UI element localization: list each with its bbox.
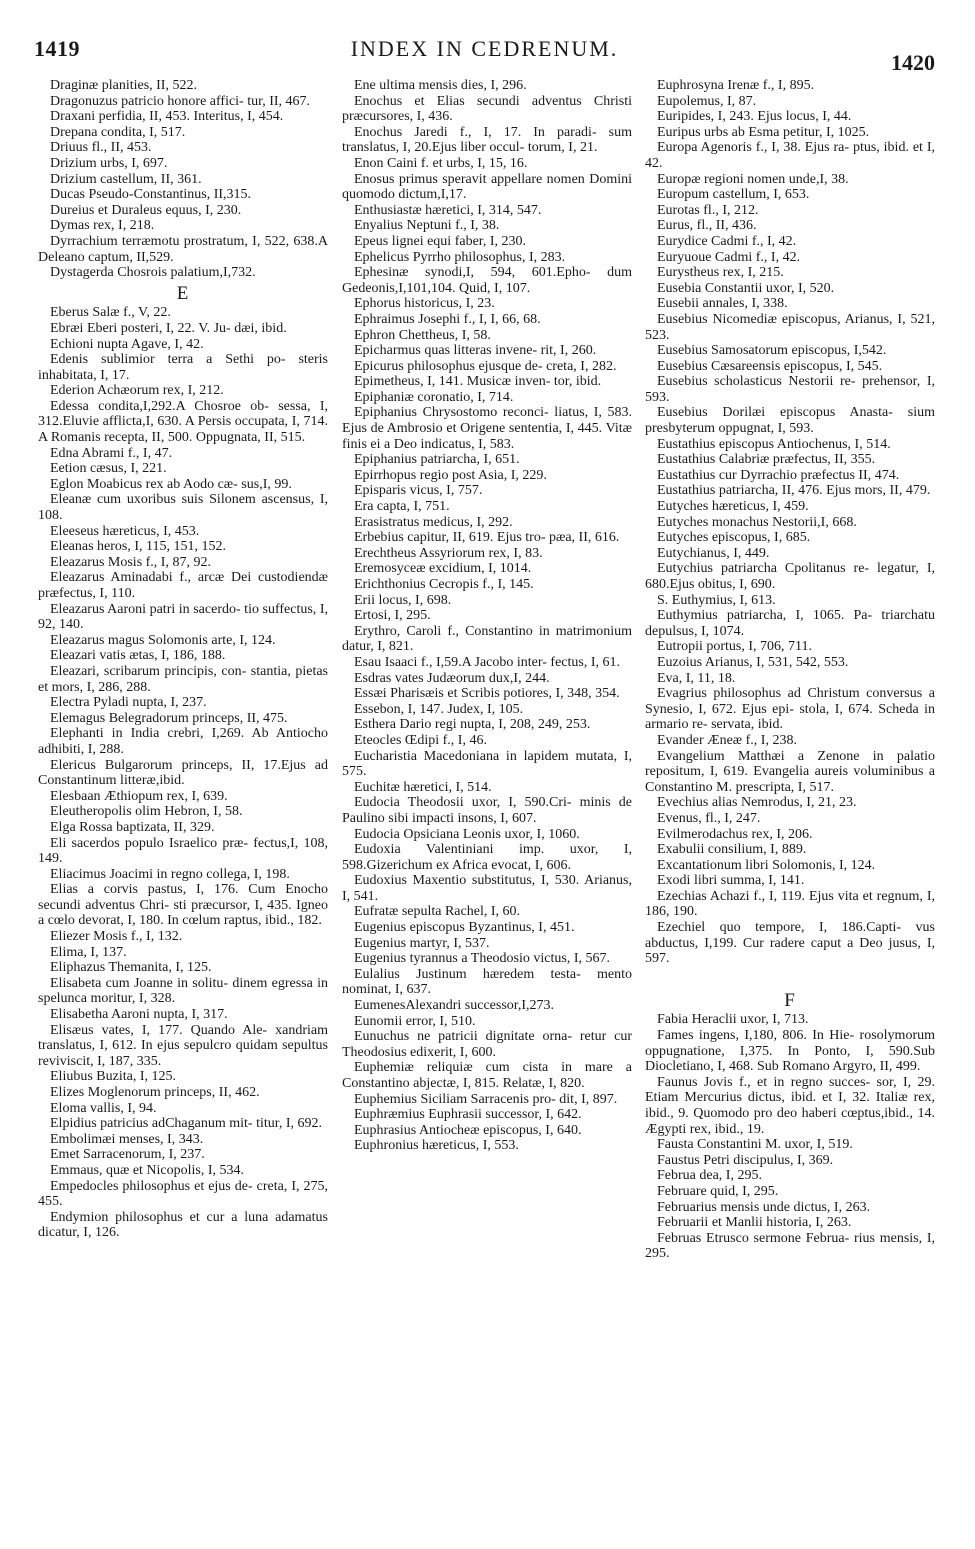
index-entry: Februarii et Manlii historia, I, 263. <box>657 1215 852 1231</box>
index-entry: Euthymius patriarcha, I, 1065. Pa- triarchatu depulsus, I, 1074. <box>645 608 935 639</box>
index-entry: Endymion philosophus et cur a luna adamatus dicatur, I, 126. <box>38 1209 328 1241</box>
index-entry: Eusebius Nicomediæ episcopus, Arianus, I, 521, 523. <box>645 311 935 343</box>
index-entry: Eberus Salæ f., V, 22. <box>50 305 171 321</box>
index-entry: Ezechias Achazi f., I, 119. Ejus vita et regnum, I, 186, 190. <box>645 888 935 920</box>
index-entry: Eurydice Cadmi f., I, 42. <box>657 233 797 249</box>
index-entry: Elericus Bulgarorum princeps, II, 17.Ejus ad Constantinum litteræ,ibid. <box>38 757 328 789</box>
index-entry: Exodi libri summa, I, 141. <box>657 873 805 889</box>
index-entry: Ederion Achæorum rex, I, 212. <box>50 383 224 399</box>
index-entry: Elizes Moglenorum princeps, II, 462. <box>50 1085 260 1100</box>
index-entry: Eusebia Constantii uxor, I, 520. <box>657 280 835 296</box>
index-entry: Elemagus Belegradorum princeps, II, 475. <box>50 710 288 726</box>
index-entry: Epiphanius Chrysostomo reconci- liatus, I, 583. Ejus de Ambrosio et Origene sententia, I, 445. Vitæ finis ei a Deo indicatus, I, 583. <box>342 405 632 452</box>
index-entry: Eugenius tyrannus a Theodosio victus, I, 567. <box>354 951 610 967</box>
index-entry: Evagrius philosophus ad Christum conversus a Synesio, I, 672. Ejus epi- stola, I, 674. Scheda in armario re- servata, ibid. <box>645 686 935 733</box>
index-entry: Eleazarus Aminadabi f., arcæ Dei custodiendæ præfectus, I, 110. <box>38 570 328 601</box>
index-entry: Eleeseus hæreticus, I, 453. <box>50 523 200 539</box>
index-entry: Enochus et Elias secundi adventus Christi præcursores, I, 436. <box>342 93 632 125</box>
index-entry: Edna Abrami f., I, 47. <box>50 445 173 461</box>
index-entry: Eva, I, 11, 18. <box>657 670 736 686</box>
index-entry: Eudocia Theodosii uxor, I, 590.Cri- minis de Paulino sibi impacti insons, I, 607. <box>342 795 632 826</box>
index-entry: Epicharmus quas litteras invene- rit, I, 260. <box>354 343 597 359</box>
index-entry: Ephraimus Josephi f., I, I, 66, 68. <box>354 311 541 327</box>
index-entry: Empedocles philosophus et ejus de- creta, I, 275, 455. <box>38 1178 328 1210</box>
index-entry: Eliphazus Themanita, I, 125. <box>50 960 212 976</box>
index-entry: Eudoxia Valentiniani imp. uxor, I, 598.Gizerichum ex Africa evocat, I, 606. <box>342 842 632 873</box>
index-entry: Dragonuzus patricio honore affici- tur, II, 467. <box>50 93 311 109</box>
index-entry: EumenesAlexandri successor,I,273. <box>354 998 555 1014</box>
index-column-right <box>645 78 935 1538</box>
index-entry: Eusebius Dorilæi episcopus Anasta- sium presbyterum oppugnat, I, 593. <box>645 405 935 437</box>
index-entry: Eutyches episcopus, I, 685. <box>657 530 811 546</box>
index-entry: Enthusiastæ hæretici, I, 314, 547. <box>354 202 542 218</box>
index-entry: Electra Pyladi nupta, I, 237. <box>50 695 207 711</box>
index-entry: Eustathius episcopus Antiochenus, I, 514. <box>657 436 891 452</box>
index-entry: Eunomii error, I, 510. <box>354 1013 476 1029</box>
index-entry: Ephelicus Pyrrho philosophus, I, 283. <box>354 249 566 265</box>
index-entry: Essæi Pharisæis et Scribis potiores, I, 348, 354. <box>354 686 620 702</box>
index-entry: Eutyches hæreticus, I, 459. <box>657 499 809 515</box>
index-entry: Februare quid, I, 295. <box>657 1183 779 1199</box>
index-entry: Dymas rex, I, 218. <box>50 218 155 234</box>
index-entry: Elisabetha Aaroni nupta, I, 317. <box>50 1007 228 1023</box>
index-entry: Ducas Pseudo-Constantinus, II,315. <box>50 187 252 203</box>
index-entry: Drizium castellum, II, 361. <box>50 171 202 187</box>
index-entry: Driuus fl., II, 453. <box>50 140 152 156</box>
index-entry: Esthera Dario regi nupta, I, 208, 249, 253. <box>354 717 591 733</box>
index-entry: Erasistratus medicus, I, 292. <box>354 514 513 530</box>
index-entry: Dyrrachium terræmotu prostratum, I, 522, 638.A Deleano captum, II,529. <box>38 233 328 265</box>
index-entry: Eurus, fl., II, 436. <box>657 218 757 234</box>
index-entry: Erichthonius Cecropis f., I, 145. <box>354 577 534 592</box>
index-entry: Eremosyceæ excidium, I, 1014. <box>354 561 532 577</box>
index-entry: Elpidius patricius adChaganum mit- titur, I, 692. <box>50 1116 323 1132</box>
index-entry: Eetion cæsus, I, 221. <box>50 461 167 477</box>
index-entry: Drepana condita, I, 517. <box>50 124 186 140</box>
index-entry: Eucharistia Macedoniana in lapidem mutata, I, 575. <box>342 748 632 780</box>
index-entry: Eusebii annales, I, 338. <box>657 296 788 312</box>
index-entry: Euryuoue Cadmi f., I, 42. <box>657 249 801 265</box>
index-entry: Excantationum libri Solomonis, I, 124. <box>657 857 876 873</box>
index-entry: S. Euthymius, I, 613. <box>657 592 776 608</box>
index-entry: Dureius et Duraleus equus, I, 230. <box>50 202 242 218</box>
index-entry: Evechius alias Nemrodus, I, 21, 23. <box>657 795 857 811</box>
index-entry: Essebon, I, 147. Judex, I, 105. <box>354 701 524 717</box>
index-entry: Era capta, I, 751. <box>354 499 450 515</box>
index-entry: Embolimæi menses, I, 343. <box>50 1131 204 1147</box>
index-entry: Eloma vallis, I, 94. <box>50 1100 157 1116</box>
index-entry: Februa dea, I, 295. <box>657 1168 762 1184</box>
index-entry: Elias a corvis pastus, I, 176. Cum Enocho secundi adventus Chri- sti præcursor, I, 435. Igneo a cœlo devorat, I, 180. In cœlum raptus, ibid., 182. <box>38 882 328 929</box>
left-page-number: 1419 <box>34 36 80 61</box>
index-entry: Elesbaan Æthiopum rex, I, 639. <box>50 788 228 804</box>
index-entry: Februas Etrusco sermone Februa- rius mensis, I, 295. <box>645 1230 935 1262</box>
index-entry: Draxani perfidia, II, 453. Interitus, I, 454. <box>50 109 284 125</box>
index-entry: Eleazarus Mosis f., I, 87, 92. <box>50 554 211 570</box>
index-entry: Esau Isaaci f., I,59.A Jacobo inter- fectus, I, 61. <box>354 654 621 670</box>
index-column-middle <box>342 78 632 1538</box>
index-entry: Enosus primus speravit appellare nomen Domini quomodo dictum,I,17. <box>342 171 632 203</box>
index-entry: Evenus, fl., I, 247. <box>657 810 761 826</box>
index-entry: Eustathius patriarcha, II, 476. Ejus mors, II, 479. <box>657 483 931 499</box>
index-entry: Eurystheus rex, I, 215. <box>657 265 784 281</box>
index-entry: Eusebius Cæsareensis episcopus, I, 545. <box>657 358 883 374</box>
index-entry: Eurotas fl., I, 212. <box>657 202 759 218</box>
index-entry: Europæ regioni nomen unde,I, 38. <box>657 171 849 187</box>
index-entry: Epirrhopus regio post Asia, I, 229. <box>354 467 547 483</box>
index-entry: Ezechiel quo tempore, I, 186.Capti- vus abductus, I,199. Cur radere caput a Deo jusus, I, 597. <box>645 920 935 967</box>
index-entry: Februarius mensis unde dictus, I, 263. <box>657 1199 871 1215</box>
index-entry: Eliacimus Joacimi in regno collega, I, 198. <box>50 866 290 882</box>
index-entry: Erythro, Caroli f., Constantino in matrimonium datur, I, 821. <box>342 623 632 655</box>
index-entry: Euphrosyna Irenæ f., I, 895. <box>657 78 815 93</box>
index-entry: Exabulii consilium, I, 889. <box>657 842 807 858</box>
index-entry: Epimetheus, I, 141. Musicæ inven- tor, ibid. <box>354 374 602 390</box>
index-entry: Enochus Jaredi f., I, 17. In paradi- sum translatus, I, 20.Ejus liber occul- torum, I, 21. <box>342 124 632 156</box>
index-entry: Euphrasius Antiocheæ episcopus, I, 640. <box>354 1122 582 1138</box>
index-entry: Euzoius Arianus, I, 531, 542, 553. <box>657 654 849 670</box>
index-entry: Euphemiæ reliquiæ cum cista in mare a Constantino abjectæ, I, 815. Relatæ, I, 820. <box>342 1060 632 1091</box>
section-letter-heading: E <box>176 282 190 304</box>
index-entry: Epiphanius patriarcha, I, 651. <box>354 452 520 468</box>
index-entry: Edessa condita,I,292.A Chosroe ob- sessa, I, 312.Eluvie afflicta,I, 630. A Persis occupata, I, 714. A Romanis recepta, II, 500. Oppugnata, II, 515. <box>38 398 328 446</box>
index-entry: Evilmerodachus rex, I, 206. <box>657 826 813 842</box>
index-column-left <box>38 78 328 1538</box>
index-entry: Eleazarus Aaroni patri in sacerdo- tio suffectus, I, 92, 140. <box>38 601 328 633</box>
index-entry: Eleutheropolis olim Hebron, I, 58. <box>50 804 243 820</box>
index-entry: Elisabeta cum Joanne in solitu- dinem egressa in spelunca moritur, I, 328. <box>38 975 328 1007</box>
index-entry: Elephanti in India crebri, I,269. Ab Antiocho adhibiti, I, 288. <box>38 726 328 757</box>
index-entry: Elisæus vates, I, 177. Quando Ale- xandriam translatus, I, 612. In ejus sepulcro quidam sepultus reviviscit, I, 187, 335. <box>38 1022 328 1069</box>
index-entry: Faunus Jovis f., et in regno succes- sor, I, 29. Etiam Mercurius dictus, ibid. et I, 32. Italiæ rex, ibid., 9. Quomodo pro deo haberi cœptus,ibid., 14. Ægypti rex, ibid., 19. <box>645 1074 935 1137</box>
index-entry: Ephesinæ synodi,I, 594, 601.Epho- dum Gedeonis,I,101,104. Quid, I, 107. <box>342 265 632 296</box>
index-entry: Ebræi Eberi posteri, I, 22. V. Ju- dæi, ibid. <box>50 320 287 336</box>
index-entry: Ertosi, I, 295. <box>354 608 431 624</box>
index-entry: Europum castellum, I, 653. <box>657 187 810 203</box>
index-entry: Epiphaniæ coronatio, I, 714. <box>354 389 514 405</box>
right-page-number: 1420 <box>891 50 935 75</box>
index-entry: Elga Rossa baptizata, II, 329. <box>50 819 215 835</box>
index-entry: Ephorus historicus, I, 23. <box>354 296 495 312</box>
index-entry: Eunuchus ne patricii dignitate orna- retur cur Theodosius edixerit, I, 600. <box>342 1029 632 1060</box>
index-entry: Euchitæ hæretici, I, 514. <box>354 779 492 795</box>
index-entry: Eufratæ sepulta Rachel, I, 60. <box>354 904 521 920</box>
index-entry: Elima, I, 137. <box>50 944 127 960</box>
index-entry: Eliezer Mosis f., I, 132. <box>50 929 183 945</box>
index-entry: Eugenius martyr, I, 537. <box>354 935 490 951</box>
index-entry: Draginæ planities, II, 522. <box>50 78 197 93</box>
index-entry: Epicurus philosophus ejusque de- creta, I, 282. <box>354 358 617 374</box>
index-entry: Fausta Constantini M. uxor, I, 519. <box>657 1137 853 1153</box>
index-entry: Eustathius cur Dyrrachio præfectus II, 474. <box>657 467 900 483</box>
index-entry: Euphræmius Euphrasii successor, I, 642. <box>354 1107 582 1123</box>
index-entry: Evangelium Matthæi a Zenone in palatio repositum, I, 619. Evangelia aureis voluminibus a Constantino M. prescripta, I, 517. <box>645 748 935 795</box>
page-header <box>34 36 935 75</box>
index-entry: Esdras vates Judæorum dux,I, 244. <box>354 670 550 686</box>
index-entry: Eli sacerdos populo Israelico præ- fectus,I, 108, 149. <box>38 835 328 867</box>
index-entry: Eutychius patriarcha Cpolitanus re- legatur, I, 680.Ejus obitus, I, 690. <box>645 561 935 592</box>
index-entry: Emet Sarracenorum, I, 237. <box>50 1147 205 1163</box>
index-entry: Eudoxius Maxentio substitutus, I, 530. Arianus, I, 541. <box>342 873 632 904</box>
index-entry: Eusebius scholasticus Nestorii re- prehensor, I, 593. <box>645 374 935 405</box>
index-entry: Fames ingens, I,180, 806. In Hie- rosolymorum oppugnatione, I,375. In Ponto, I, 590.Sub Diocletiano, I, 468. Sub Romano Argyro, II, 499. <box>645 1028 935 1075</box>
index-entry: Eugenius episcopus Byzantinus, I, 451. <box>354 920 575 936</box>
index-entry: Enyalius Neptuni f., I, 38. <box>354 218 500 234</box>
index-entry: Echioni nupta Agave, I, 42. <box>50 336 204 352</box>
index-entry: Euphronius hæreticus, I, 553. <box>354 1138 519 1154</box>
index-entry: Enon Caini f. et urbs, I, 15, 16. <box>354 155 528 171</box>
index-entry: Eleanæ cum uxoribus suis Silonem ascensus, I, 108. <box>38 492 328 524</box>
index-entry: Eleanas heros, I, 115, 151, 152. <box>50 539 226 555</box>
index-entry: Eulalius Justinum hæredem testa- mento nominat, I, 637. <box>342 966 632 998</box>
section-letter-heading: F <box>784 989 796 1011</box>
index-entry: Dystagerda Chosrois palatium,I,732. <box>50 265 256 281</box>
index-entry: Episparis vicus, I, 757. <box>354 483 483 499</box>
index-entry: Eudocia Opsiciana Leonis uxor, I, 1060. <box>354 826 580 842</box>
index-entry: Eupolemus, I, 87. <box>657 93 757 109</box>
index-entry: Eusebius Samosatorum episcopus, I,542. <box>657 343 887 359</box>
index-entry: Eglon Moabicus rex ab Aodo cæ- sus,I, 99. <box>50 476 292 492</box>
index-entry: Emmaus, quæ et Nicopolis, I, 534. <box>50 1162 245 1178</box>
index-entry: Eustathius Calabriæ præfectus, II, 355. <box>657 452 876 468</box>
index-entry: Erechtheus Assyriorum rex, I, 83. <box>354 545 543 561</box>
index-entry: Erbebius capitur, II, 619. Ejus tro- pæa, II, 616. <box>354 530 620 546</box>
index-entry: Eutychianus, I, 449. <box>657 545 770 561</box>
index-entry: Ene ultima mensis dies, I, 296. <box>354 78 527 93</box>
index-entry: Euphemius Siciliam Sarracenis pro- dit, I, 897. <box>354 1091 618 1107</box>
index-entry: Faustus Petri discipulus, I, 369. <box>657 1152 834 1168</box>
index-entry: Fabia Heraclii uxor, I, 713. <box>657 1012 809 1028</box>
index-entry: Erii locus, I, 698. <box>354 592 452 608</box>
index-entry: Drizium urbs, I, 697. <box>50 155 168 171</box>
index-entry: Eleazari, scribarum principis, con- stantia, pietas et mors, I, 286, 288. <box>38 663 328 695</box>
index-entry: Epeus lignei equi faber, I, 230. <box>354 233 527 249</box>
index-entry: Evander Æneæ f., I, 238. <box>657 732 797 748</box>
index-entry: Eleazarus magus Solomonis arte, I, 124. <box>50 632 276 648</box>
index-entry: Eliubus Buzita, I, 125. <box>50 1069 176 1085</box>
index-entry: Eteocles Œdipi f., I, 46. <box>354 732 487 748</box>
index-entry: Eutyches monachus Nestorii,I, 668. <box>657 514 857 530</box>
index-entry: Eutropii portus, I, 706, 711. <box>657 639 813 655</box>
index-entry: Eleazari vatis ætas, I, 186, 188. <box>50 648 226 664</box>
index-entry: Ephron Chettheus, I, 58. <box>354 327 491 343</box>
index-entry: Europa Agenoris f., I, 38. Ejus ra- ptus, ibid. et I, 42. <box>645 140 935 171</box>
index-entry: Euripus urbs ab Esma petitur, I, 1025. <box>657 124 870 140</box>
index-entry: Edenis sublimior terra a Sethi po- steris inhabitata, I, 17. <box>38 352 328 383</box>
running-title: INDEX IN CEDRENUM. <box>350 36 619 61</box>
index-entry: Euripides, I, 243. Ejus locus, I, 44. <box>657 109 852 125</box>
